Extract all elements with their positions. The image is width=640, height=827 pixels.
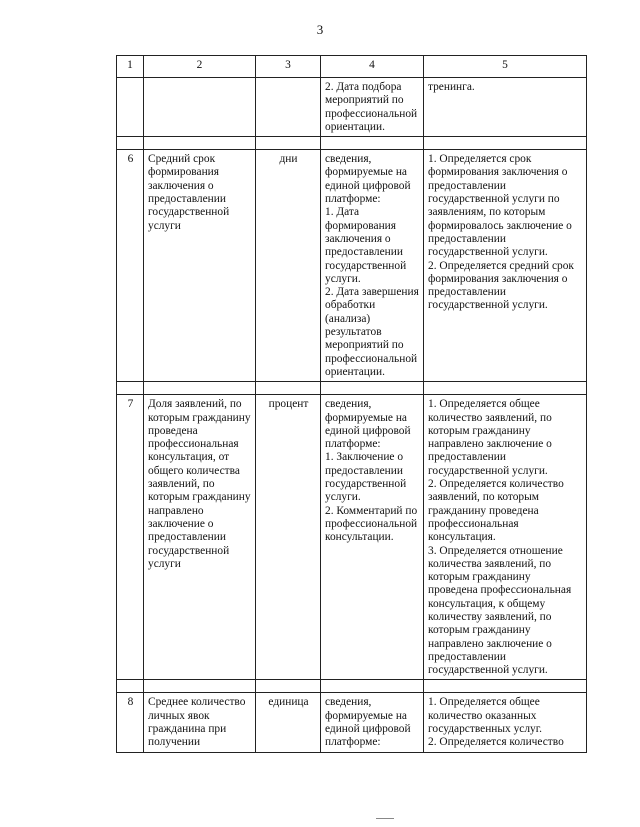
calculation-method: тренинга.	[424, 78, 587, 137]
calculation-method: 1. Определяется общее количество оказанных государственных услуг. 2. Определяется количество	[424, 693, 587, 752]
row-spacer	[117, 382, 587, 395]
data-source: сведения, формируемые на единой цифровой платформе: 1. Заключение о предоставлении государственной услуги. 2. Комментарий по профессиональной консультации.	[321, 395, 424, 680]
indicator-name: Доля заявлений, по которым гражданину проведена профессиональная консультация, от общего количества заявлений, по которым гражданину направлено заключение о предоставлении государственной услуги	[144, 395, 256, 680]
data-source: 2. Дата подбора мероприятий по профессиональной ориентации.	[321, 78, 424, 137]
row-number	[117, 78, 144, 137]
data-source: сведения, формируемые на единой цифровой платформе: 1. Дата формирования заключения о предоставлении государственной услуги. 2. Дата завершения обработки (анализа) результатов мероприятий по профессиональной ориентации.	[321, 150, 424, 382]
unit-of-measure	[256, 78, 321, 137]
table-row	[117, 78, 587, 137]
row-number: 7	[117, 395, 144, 680]
indicator-name: Средний срок формирования заключения о предоставлении государственной услуги	[144, 150, 256, 382]
table-row	[117, 150, 587, 382]
calculation-method: 1. Определяется общее количество заявлений, по которым гражданину направлено заключение о предоставлении государственной услуги. 2. Определяется количество заявлений, по которым гражданину проведена профессиональная консультация. 3. Определяется отношение количества заявлений, по которым гражданину проведена профессиональная консультация, к общему количеству заявлений, по которым гражданину направлено заключение о предоставлении государственной услуги.	[424, 395, 587, 680]
unit-of-measure: процент	[256, 395, 321, 680]
header-col-2: 2	[144, 56, 256, 78]
scan-mark	[376, 818, 394, 819]
indicators-table	[116, 55, 587, 753]
row-number: 8	[117, 693, 144, 752]
table-row	[117, 693, 587, 752]
unit-of-measure: дни	[256, 150, 321, 382]
data-source: сведения, формируемые на единой цифровой платформе:	[321, 693, 424, 752]
row-spacer	[117, 137, 587, 150]
row-number: 6	[117, 150, 144, 382]
table-row	[117, 395, 587, 680]
header-col-5: 5	[424, 56, 587, 78]
row-spacer	[117, 680, 587, 693]
unit-of-measure: единица	[256, 693, 321, 752]
header-col-4: 4	[321, 56, 424, 78]
header-col-1: 1	[117, 56, 144, 78]
header-col-3: 3	[256, 56, 321, 78]
indicator-name	[144, 78, 256, 137]
calculation-method: 1. Определяется срок формирования заключения о предоставлении государственной услуги по заявлениям, по которым формировалось заключение о предоставлении государственной услуги. 2. Определяется средний срок формирования заключения о предоставлении государственной услуги.	[424, 150, 587, 382]
page-number: 3	[316, 22, 324, 37]
table-header-row	[117, 56, 587, 78]
indicator-name: Среднее количество личных явок гражданина при получении	[144, 693, 256, 752]
